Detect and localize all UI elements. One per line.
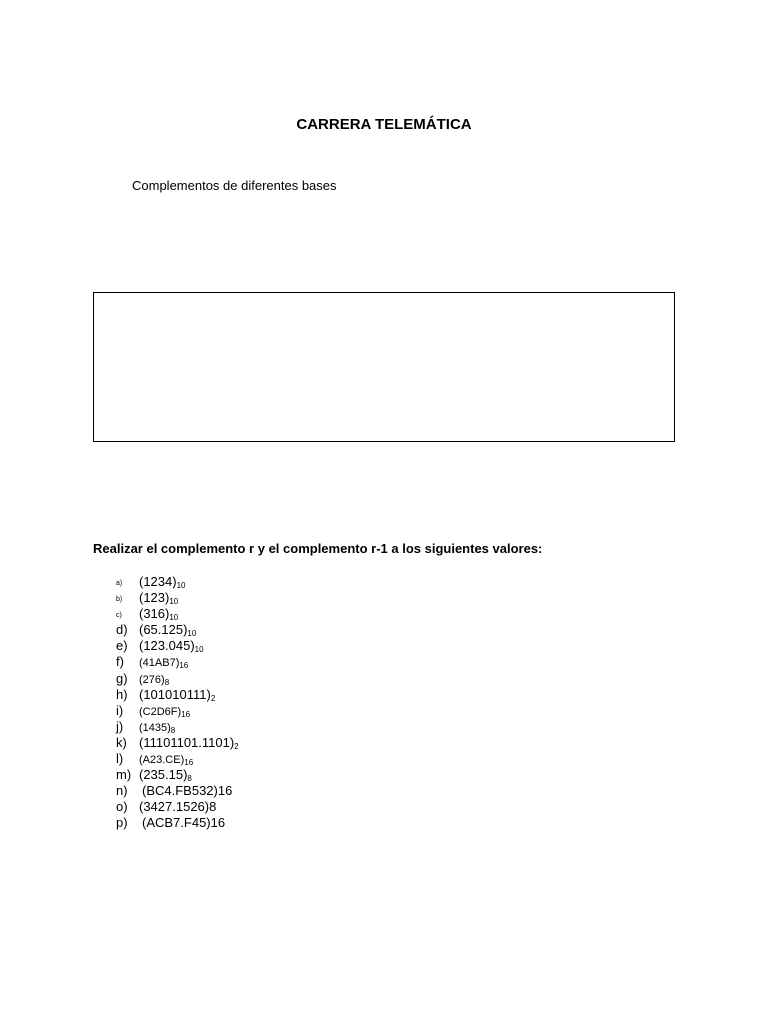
item-base: 8 <box>187 774 192 784</box>
item-base: 10 <box>169 597 179 607</box>
item-value: (65.125) <box>139 622 188 638</box>
item-letter: g) <box>116 670 128 686</box>
list-item <box>116 606 239 622</box>
list-item <box>116 815 239 831</box>
list-item <box>116 783 239 799</box>
list-item <box>116 574 239 590</box>
item-value: (1234) <box>139 574 177 589</box>
item-base: 10 <box>169 613 179 623</box>
item-base: 16 <box>181 709 191 719</box>
list-item <box>116 671 239 687</box>
list-item <box>116 751 239 767</box>
item-value: (316) <box>139 606 170 622</box>
item-base: 2 <box>210 693 216 703</box>
item-letter: e) <box>116 638 128 654</box>
item-letter: l) <box>116 751 124 767</box>
item-letter: n) <box>116 783 128 799</box>
list-item <box>116 719 239 735</box>
item-base: 8 <box>164 677 170 687</box>
list-item <box>116 590 239 606</box>
item-value: (123) <box>139 590 170 606</box>
item-base: 10 <box>187 629 197 639</box>
item-value: (276) <box>139 673 165 686</box>
item-value: (A23.CE) <box>139 754 185 767</box>
item-letter: p) <box>116 815 128 831</box>
exercise-list <box>116 574 239 832</box>
item-value: (1435) <box>139 721 171 734</box>
item-base: 2 <box>234 741 239 751</box>
item-value: (ACB7.F45)16 <box>142 815 226 831</box>
item-value: (3427.1526)8 <box>139 799 217 815</box>
page-title: CARRERA TELEMÁTICA <box>296 116 472 133</box>
item-letter: c) <box>116 612 122 620</box>
item-value: (123.045) <box>139 638 195 654</box>
item-base: 16 <box>184 758 194 768</box>
item-letter: m) <box>116 767 132 783</box>
list-item <box>116 687 239 703</box>
item-letter: k) <box>116 734 127 750</box>
item-base: 16 <box>179 661 189 671</box>
list-item <box>116 622 239 638</box>
list-item <box>116 654 239 670</box>
empty-bordered-box <box>93 292 675 442</box>
item-letter: d) <box>116 622 128 638</box>
item-value: (BC4.FB532)16 <box>142 783 233 799</box>
item-value: (C2D6F) <box>139 705 182 718</box>
item-letter: h) <box>116 686 128 702</box>
item-value: (11101101.1101) <box>139 734 235 750</box>
item-value: (41AB7) <box>139 657 180 670</box>
list-item <box>116 767 239 783</box>
exercise-instruction: Realizar el complemento r y el complemento r-1 a los siguientes valores: <box>93 541 543 556</box>
list-item <box>116 638 239 654</box>
item-letter: j) <box>116 718 124 734</box>
item-letter: a) <box>116 580 123 587</box>
list-item <box>116 703 239 719</box>
item-letter: o) <box>116 799 128 815</box>
item-letter: f) <box>116 654 124 670</box>
item-letter: i) <box>116 702 124 718</box>
list-item <box>116 735 239 751</box>
page-subtitle: Complementos de diferentes bases <box>132 178 337 193</box>
item-base: 8 <box>170 725 176 735</box>
list-item <box>116 799 239 815</box>
item-value: (235.15) <box>139 767 188 783</box>
item-letter: b) <box>116 596 123 604</box>
item-value: (101010111) <box>139 686 211 702</box>
item-base: 10 <box>176 581 186 590</box>
item-base: 10 <box>194 645 204 655</box>
